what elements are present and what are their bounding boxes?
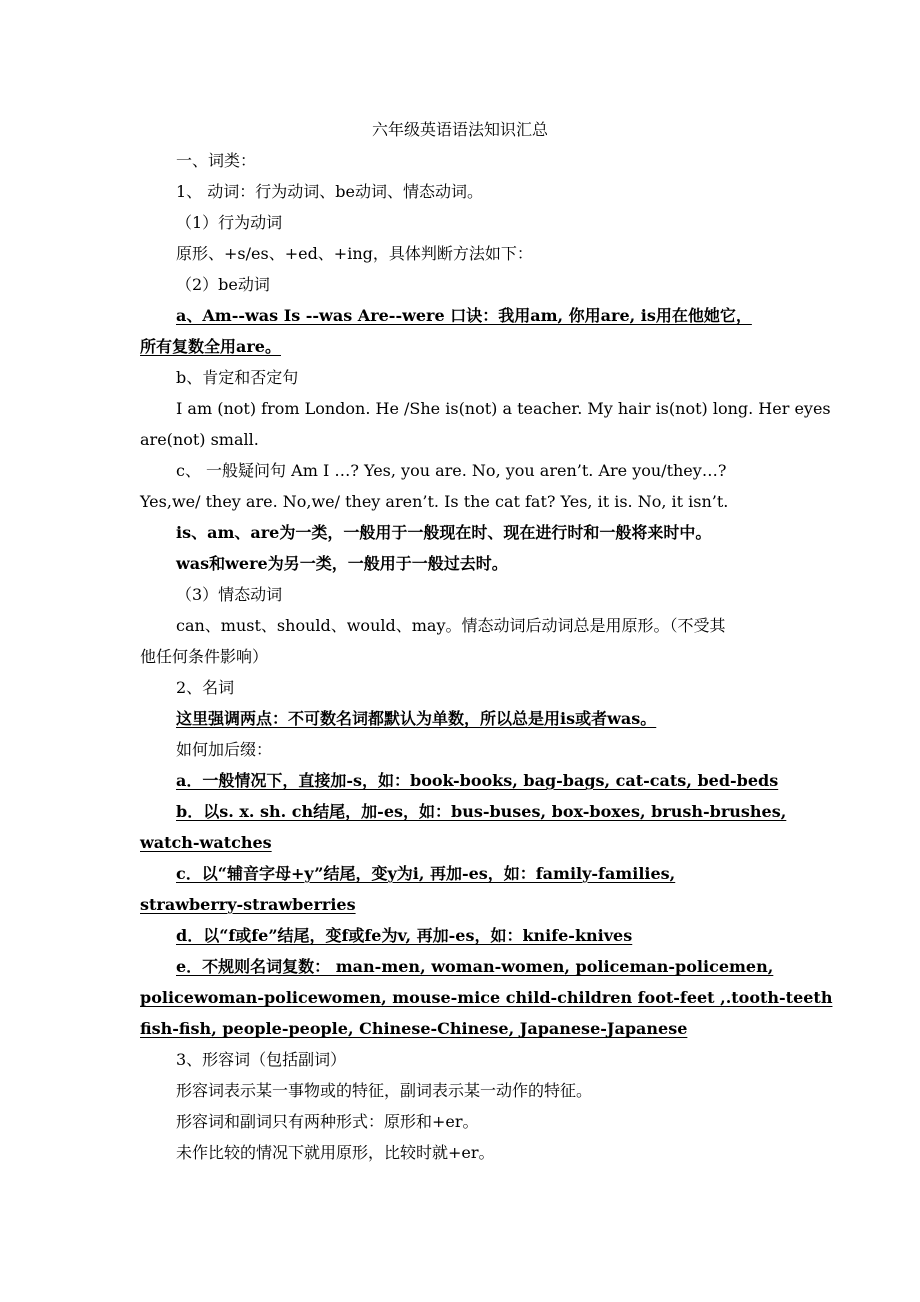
be-verb-rule-past: was和were为另一类，一般用于一般过去时。 [176, 554, 508, 573]
plural-rule-c-line1: c．以“辅音字母+y”结尾，变y为i, 再加-es，如：family-families, [176, 864, 676, 883]
suffix-heading: 如何加后缀： [176, 740, 273, 759]
plural-rule-b-line2: watch-watches [140, 833, 272, 852]
plural-rule-c-line2: strawberry-strawberries [140, 895, 356, 914]
plural-rule-e-line1: e．不规则名词复数： man-men, woman-women, policeman-policemen, [176, 957, 774, 976]
section-heading-word-classes: 一、词类： [176, 151, 257, 170]
affirmative-example-line2: are(not) small. [140, 430, 259, 449]
modal-verb-rule-line1: can、must、should、would、may。情态动词后动词总是用原形。（不受其 [176, 616, 726, 635]
adjective-usage: 未作比较的情况下就用原形，比较时就+er。 [176, 1143, 495, 1162]
noun-uncountable-note: 这里强调两点：不可数名词都默认为单数，所以总是用is或者was。 [176, 709, 657, 728]
be-verb-rule-present: is、am、are为一类，一般用于一般现在时、现在进行时和一般将来时中。 [176, 523, 712, 542]
plural-rule-e-line2: policewoman-policewomen, mouse-mice child-children foot-feet ,.tooth-teeth [140, 988, 833, 1007]
plural-rule-b-line1: b．以s. x. sh. ch结尾，加-es，如：bus-buses, box-boxes, brush-brushes, [176, 802, 787, 821]
modal-verb-rule-line2: 他任何条件影响） [140, 647, 269, 666]
plural-rule-a: a．一般情况下，直接加-s，如：book-books, bag-bags, cat-cats, bed-beds [176, 771, 779, 790]
noun-heading: 2、名词 [176, 678, 235, 697]
action-verb-subheading: （1）行为动词 [176, 213, 283, 232]
action-verb-forms: 原形、+s/es、+ed、+ing，具体判断方法如下： [176, 244, 533, 263]
adjective-heading: 3、形容词（包括副词） [176, 1050, 347, 1069]
be-verb-subheading: （2）be动词 [176, 275, 270, 294]
affirmative-example-line1: I am (not) from London. He /She is(not) a teacher. My hair is(not) long. Her eyes [176, 399, 831, 418]
adjective-forms: 形容词和副词只有两种形式：原形和+er。 [176, 1112, 479, 1131]
be-verb-rhyme-line1: a、Am--was Is --was Are--were 口诀：我用am, 你用are, is用在他她它， [176, 306, 752, 325]
modal-verb-subheading: （3）情态动词 [176, 585, 283, 604]
question-example-line2: Yes,we/ they are. No,we/ they aren’t. Is the cat fat? Yes, it is. No, it isn’t. [140, 492, 729, 511]
affirmative-negative-heading: b、肯定和否定句 [176, 368, 299, 387]
plural-rule-e-line3: fish-fish, people-people, Chinese-Chinese, Japanese-Japanese [140, 1019, 688, 1038]
adjective-definition: 形容词表示某一事物或的特征，副词表示某一动作的特征。 [176, 1081, 593, 1100]
plural-rule-d: d．以“f或fe”结尾，变f或fe为v, 再加-es，如：knife-knives [176, 926, 633, 945]
be-verb-rhyme-line2: 所有复数全用are。 [140, 337, 281, 356]
verb-heading: 1、 动词：行为动词、be动词、情态动词。 [176, 182, 483, 201]
question-example-line1: c、 一般疑问句 Am I …? Yes, you are. No, you aren’t. Are you/they…? [176, 461, 727, 480]
page-title: 六年级英语语法知识汇总 [371, 120, 548, 139]
